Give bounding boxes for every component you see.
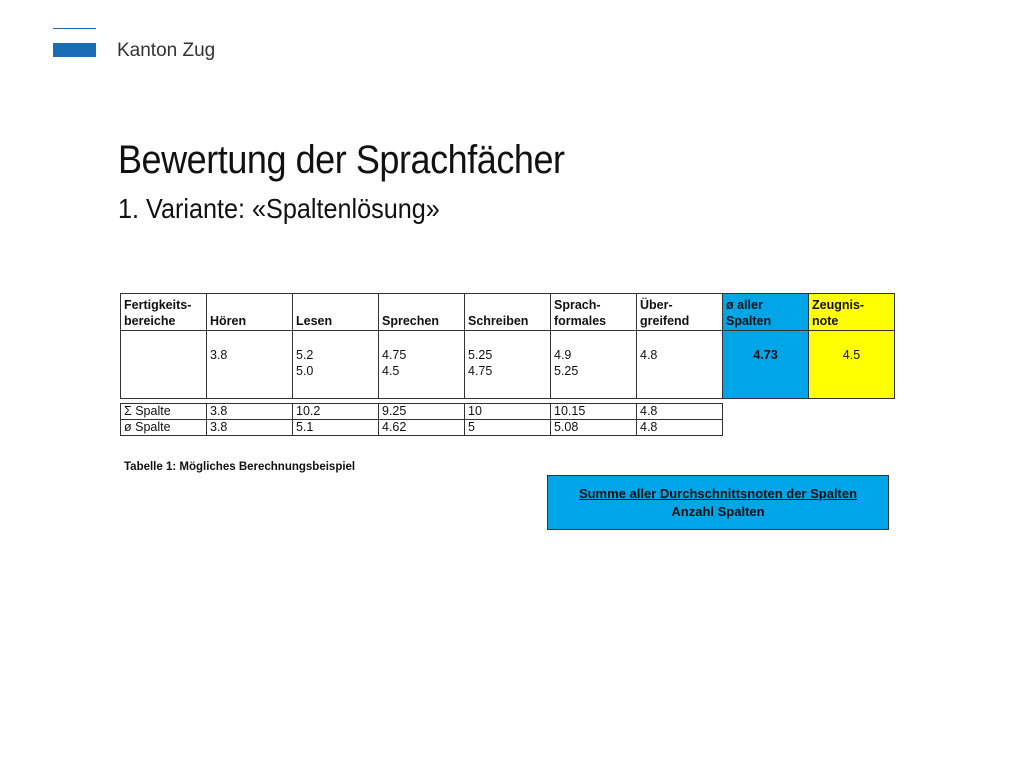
summary-cell: 10.2 (293, 404, 379, 420)
summary-cell: 4.8 (637, 404, 723, 420)
grade-cell: 4.5 (809, 331, 895, 399)
value-cell: 5.2 5.0 (293, 331, 379, 399)
row-label: Σ Spalte (121, 404, 207, 420)
summary-cell: 4.62 (379, 420, 465, 436)
value-cell: 4.8 (637, 331, 723, 399)
header-cell: Über- greifend (637, 294, 723, 331)
formula-box (547, 475, 889, 530)
value-cell: 5.25 4.75 (465, 331, 551, 399)
logo-line (53, 28, 96, 29)
summary-cell: 5.08 (551, 420, 637, 436)
table-row (121, 404, 723, 420)
value-cell: 3.8 (207, 331, 293, 399)
summary-cell: 4.8 (637, 420, 723, 436)
page-title: Bewertung der Sprachfächer (118, 138, 565, 182)
value-cell: 4.9 5.25 (551, 331, 637, 399)
table-header-row (121, 294, 895, 331)
summary-cell: 9.25 (379, 404, 465, 420)
header-cell-average: ø aller Spalten (723, 294, 809, 331)
summary-cell: 5.1 (293, 420, 379, 436)
table-row (121, 420, 723, 436)
average-all-cell: 4.73 (723, 331, 809, 399)
brand-name: Kanton Zug (117, 40, 216, 61)
grades-table (120, 293, 895, 399)
formula-denominator: Anzahl Spalten (671, 504, 765, 519)
value-cell: 4.75 4.5 (379, 331, 465, 399)
header-cell-grade: Zeugnis- note (809, 294, 895, 331)
page-subtitle: 1. Variante: «Spaltenlösung» (118, 193, 440, 224)
summary-cell: 5 (465, 420, 551, 436)
summary-cell: 3.8 (207, 420, 293, 436)
header-cell: Schreiben (465, 294, 551, 331)
header-cell: Sprach- formales (551, 294, 637, 331)
brand-logo (53, 28, 233, 64)
header-cell: Lesen (293, 294, 379, 331)
table-caption: Tabelle 1: Mögliches Berechnungsbeispiel (124, 461, 356, 473)
value-cell (121, 331, 207, 399)
summary-cell: 10.15 (551, 404, 637, 420)
header-cell: Hören (207, 294, 293, 331)
header-cell: Fertigkeits- bereiche (121, 294, 207, 331)
formula-numerator: Summe aller Durchschnittsnoten der Spalten (578, 486, 858, 501)
column-summary-table (120, 403, 723, 436)
logo-bar (53, 43, 96, 57)
header-cell: Sprechen (379, 294, 465, 331)
summary-cell: 10 (465, 404, 551, 420)
row-label: ø Spalte (121, 420, 207, 436)
table-values-row (121, 331, 895, 399)
summary-cell: 3.8 (207, 404, 293, 420)
